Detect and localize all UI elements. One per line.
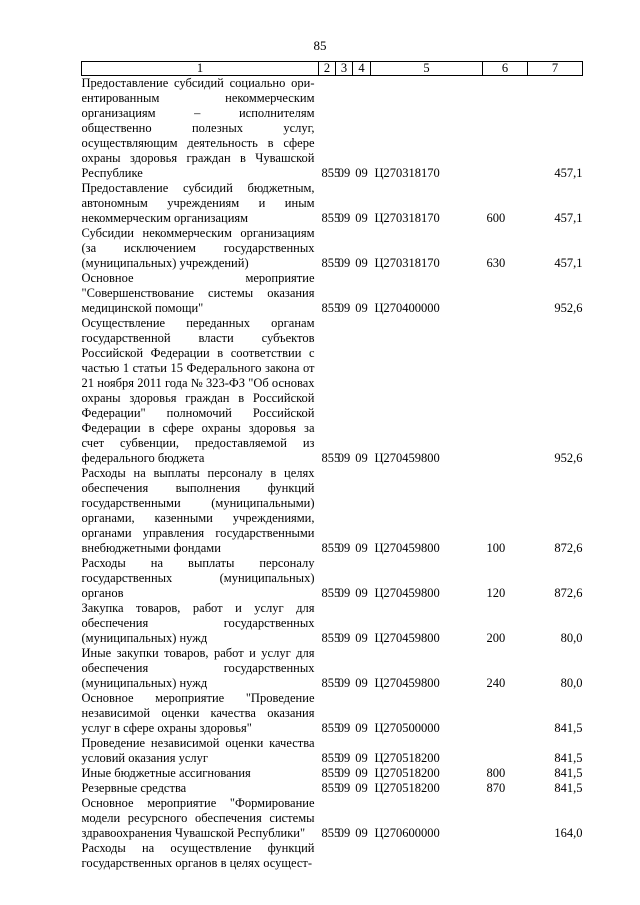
- row-amount: 952,6: [554, 451, 583, 465]
- row-subsection: 09: [355, 451, 368, 465]
- row-target-article: Ц270600000: [374, 826, 440, 840]
- table-row: [82, 691, 583, 736]
- row-expense-type: 870: [486, 781, 506, 795]
- row-amount: 841,5: [554, 751, 583, 765]
- row-subsection: 09: [355, 541, 368, 555]
- row-amount: 457,1: [554, 166, 583, 180]
- row-name: Резервные средства: [81, 781, 187, 795]
- row-expense-type: 100: [486, 541, 506, 555]
- row-subsection: 09: [355, 826, 368, 840]
- row-section: 09: [337, 541, 351, 555]
- row-code: 855: [321, 751, 341, 765]
- header-col-6: 6: [483, 62, 528, 76]
- row-name: Основное мероприятие "Проведение независимой оценки качества оказания услуг в сфере охраны здоровья": [81, 691, 315, 735]
- row-amount: 872,6: [554, 541, 583, 555]
- row-target-article: Ц270318170: [374, 211, 440, 225]
- row-section: 09: [337, 586, 351, 600]
- row-subsection: 09: [355, 676, 368, 690]
- row-name: Основное мероприятие "Формирование модели ресурсного обеспечения системы здравоохранения Чувашской Республики": [81, 796, 315, 840]
- row-name: Предоставление субсидий бюджетным, автономным учреждениям и иным некоммерческим организациям: [81, 181, 315, 225]
- table-row: [82, 841, 583, 871]
- row-amount: 952,6: [554, 301, 583, 315]
- row-expense-type: 600: [486, 211, 506, 225]
- row-code: 855: [321, 766, 341, 780]
- row-name: Иные бюджетные ассигнования: [81, 766, 251, 780]
- row-expense-type: 800: [486, 766, 506, 780]
- row-code: 855: [321, 256, 341, 270]
- row-expense-type: [483, 841, 528, 871]
- header-col-4: 4: [353, 62, 371, 76]
- row-subsection: 09: [355, 301, 368, 315]
- row-target-article: Ц270459800: [374, 586, 440, 600]
- table-row: [82, 466, 583, 556]
- page-number: 85: [313, 38, 327, 53]
- table-row: [82, 316, 583, 466]
- row-expense-type: 630: [486, 256, 506, 270]
- row-section: 09: [337, 751, 351, 765]
- row-code: 855: [321, 301, 341, 315]
- row-target-article: Ц270459800: [374, 541, 440, 555]
- row-name: Осуществление переданных органам государственной власти субъектов Российской Федерации в соответствии с частью 1 статьи 15 Федерального закона от 21 ноября 2011 года № 323-ФЗ "Об основах охраны здоровья граждан в Российской Федерации" полномочий Российской Федерации в сфере охраны здоровья за счет субвенции, предоставляемой из федерального бюджета: [81, 316, 315, 465]
- table-row: [82, 736, 583, 766]
- header-col-7: 7: [528, 62, 583, 76]
- row-name: Расходы на выплаты персоналу в целях обеспечения выполнения функций государственными (муниципальными) органами, казенными учреждениями, органами управления государственными внебюджетными фондами: [81, 466, 315, 555]
- row-amount: 841,5: [554, 766, 583, 780]
- row-target-article: Ц270500000: [374, 721, 440, 735]
- row-subsection: 09: [355, 751, 368, 765]
- row-name: Закупка товаров, работ и услуг для обеспечения государственных (муниципальных) нужд: [81, 601, 315, 645]
- row-amount: 164,0: [554, 826, 583, 840]
- row-code: 855: [321, 676, 341, 690]
- row-code: 855: [321, 631, 341, 645]
- table-row: [82, 271, 583, 316]
- row-subsection: 09: [355, 256, 368, 270]
- row-section: 09: [337, 781, 351, 795]
- table-header: [82, 62, 583, 76]
- row-name: Предоставление субсидий социально ори-ентированным некоммерческим организациям – исполнителям общественно полезных услуг, осуществляющим деятельность в сфере охраны здоровья граждан в Чувашской Республике: [81, 76, 315, 180]
- row-amount: 80,0: [560, 631, 583, 645]
- row-target-article: Ц270400000: [374, 301, 440, 315]
- row-name: Субсидии некоммерческим организациям (за исключением государственных (муниципальных) учреждений): [81, 226, 315, 270]
- header-col-3: 3: [336, 62, 353, 76]
- row-section: 09: [337, 451, 351, 465]
- table-row: [82, 556, 583, 601]
- row-expense-type: [483, 796, 528, 841]
- row-subsection: 09: [355, 766, 368, 780]
- row-expense-type: 200: [486, 631, 506, 645]
- row-amount: 457,1: [554, 211, 583, 225]
- row-code: 855: [321, 781, 341, 795]
- row-subsection: 09: [355, 166, 368, 180]
- row-name: Расходы на выплаты персоналу государственных (муниципальных) органов: [81, 556, 315, 600]
- row-subsection: 09: [355, 586, 368, 600]
- row-name: Основное мероприятие "Совершенствование системы оказания медицинской помощи": [81, 271, 315, 315]
- row-name: Иные закупки товаров, работ и услуг для обеспечения государственных (муниципальных) нужд: [81, 646, 315, 690]
- row-subsection: [353, 841, 371, 871]
- row-expense-type: [483, 271, 528, 316]
- table-body: [82, 76, 583, 872]
- table-row: [82, 646, 583, 691]
- budget-table: [81, 61, 583, 871]
- table-row: [82, 601, 583, 646]
- row-expense-type: 120: [486, 586, 506, 600]
- table-row: [82, 781, 583, 796]
- row-section: 09: [337, 826, 351, 840]
- row-amount: [528, 841, 583, 871]
- row-name: Проведение независимой оценки качества условий оказания услуг: [81, 736, 315, 765]
- row-expense-type: 240: [486, 676, 506, 690]
- row-target-article: Ц270518200: [374, 766, 440, 780]
- row-code: 855: [321, 451, 341, 465]
- table-row: [82, 226, 583, 271]
- row-code: 855: [321, 826, 341, 840]
- table-row: [82, 796, 583, 841]
- row-expense-type: [483, 76, 528, 182]
- row-amount: 841,5: [554, 781, 583, 795]
- row-code: 855: [321, 166, 341, 180]
- row-section: 09: [337, 631, 351, 645]
- row-code: [319, 841, 336, 871]
- row-section: 09: [337, 211, 351, 225]
- row-expense-type: [483, 316, 528, 466]
- row-target-article: Ц270459800: [374, 631, 440, 645]
- row-section: 09: [337, 166, 351, 180]
- row-target-article: Ц270518200: [374, 751, 440, 765]
- row-amount: 80,0: [560, 676, 583, 690]
- row-subsection: 09: [355, 211, 368, 225]
- row-code: 855: [321, 211, 341, 225]
- row-target-article: Ц270318170: [374, 256, 440, 270]
- row-target-article: Ц270459800: [374, 676, 440, 690]
- row-section: 09: [337, 766, 351, 780]
- table-row: [82, 76, 583, 182]
- row-code: 855: [321, 586, 341, 600]
- row-subsection: 09: [355, 721, 368, 735]
- row-code: 855: [321, 541, 341, 555]
- row-expense-type: [483, 736, 528, 766]
- row-expense-type: [483, 691, 528, 736]
- row-code: 855: [321, 721, 341, 735]
- row-amount: 457,1: [554, 256, 583, 270]
- table-row: [82, 181, 583, 226]
- row-section: 09: [337, 301, 351, 315]
- row-target-article: Ц270318170: [374, 166, 440, 180]
- table-row: [82, 766, 583, 781]
- header-col-5: 5: [371, 62, 483, 76]
- row-target-article: Ц270518200: [374, 781, 440, 795]
- row-amount: 872,6: [554, 586, 583, 600]
- header-col-2: 2: [319, 62, 336, 76]
- row-section: 09: [337, 676, 351, 690]
- row-section: 09: [337, 256, 351, 270]
- row-name: Расходы на осуществление функций государственных органов в целях осущест-: [81, 841, 315, 870]
- row-section: [336, 841, 353, 871]
- row-target-article: Ц270459800: [374, 451, 440, 465]
- row-amount: 841,5: [554, 721, 583, 735]
- row-subsection: 09: [355, 631, 368, 645]
- row-subsection: 09: [355, 781, 368, 795]
- row-section: 09: [337, 721, 351, 735]
- row-target-article: [371, 841, 483, 871]
- header-col-1: 1: [82, 62, 319, 76]
